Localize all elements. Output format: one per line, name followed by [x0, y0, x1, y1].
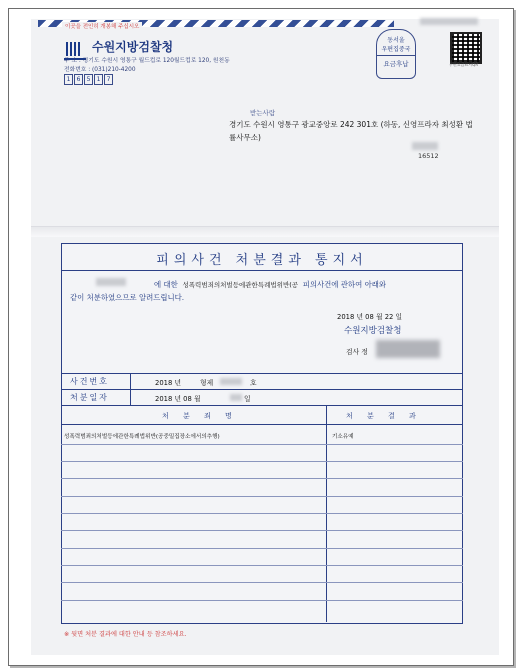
postage-mark [376, 29, 416, 79]
prosecutor-logo-icon [66, 42, 82, 56]
case-number-suffix: 호 [250, 379, 257, 387]
zip-digit: 7 [104, 74, 113, 85]
postmark-line3: 요금후납 [377, 55, 415, 68]
footer-note: ※ 뒷면 처분 결과에 대한 안내 등 참조하세요. [64, 631, 187, 638]
zip-digit: 6 [74, 74, 83, 85]
zip-digit: 5 [84, 74, 93, 85]
case-number-year: 2018 년 [155, 379, 182, 387]
table-top-line [61, 373, 463, 374]
case-number-type: 형제 [200, 379, 214, 387]
notice-line2: 같이 처분하였으므로 알려드립니다. [70, 293, 185, 302]
redacted-barcode [420, 18, 478, 25]
table-line [61, 424, 463, 425]
table-row-line [61, 600, 463, 601]
prosecutor-label: 검사 정 [346, 348, 368, 356]
redacted-day [230, 394, 242, 401]
postmark-line2: 우편집중국 [381, 46, 411, 53]
recipient-label: 받는사람 [250, 109, 276, 117]
line1-charge: 성폭력범죄의처벌등에관한특례법위반(공 [182, 281, 299, 289]
table-vline [130, 373, 131, 405]
table-line [61, 389, 463, 390]
table-row-line [61, 548, 463, 549]
title-divider [61, 270, 463, 271]
disposition-date-suffix: 일 [244, 395, 251, 403]
notice-line1 [154, 279, 386, 290]
table-row-line [61, 513, 463, 514]
paper-fold [31, 226, 499, 237]
table-row-line [61, 444, 463, 445]
redacted-case-number [220, 378, 242, 385]
sender-zip [64, 74, 113, 85]
qr-code-icon [450, 32, 482, 64]
notice-date: 2018 년 08 월 22 일 [337, 313, 403, 321]
table-row-line [61, 496, 463, 497]
recipient-address: 경기도 수원시 영통구 광교중앙로 242 301호 (하동, 신영프라자 최성환 법률사무소) [229, 120, 473, 142]
postmark-line1: 동서울 [387, 37, 405, 44]
sender-org: 수원지방검찰청 [92, 40, 174, 54]
disposition-result: 기소유예 [332, 434, 354, 440]
recipient-zip: 16512 [418, 152, 439, 160]
table-row-line [61, 478, 463, 479]
sender-phone: 전화번호 : (031)210-4200 [64, 67, 136, 73]
col-header-charge: 처 분 죄 명 [162, 412, 238, 420]
redacted-suspect-name [96, 278, 126, 286]
line1-suffix: 피의사건에 관하여 아래와 [302, 280, 386, 289]
disposition-date-value: 2018 년 08 월 [155, 395, 201, 403]
official-seal [376, 340, 440, 358]
zip-digit: 1 [64, 74, 73, 85]
zip-digit: 1 [94, 74, 103, 85]
form-title: 피의사건 처분결과 통지서 [156, 253, 368, 268]
table-line [61, 405, 463, 406]
disposition-date-label: 처분일자 [70, 393, 109, 402]
table-row-line [61, 530, 463, 531]
col-header-result: 처 분 결 과 [346, 412, 422, 420]
table-row-line [61, 461, 463, 462]
case-number-label: 사건번호 [70, 377, 109, 386]
table-row-line [61, 582, 463, 583]
redacted-recipient-name [412, 142, 438, 150]
disposition-charge: 성폭력범죄의처벌등에관한특례법위반(공중밀집장소에서의추행) [64, 434, 220, 440]
table-row-line [61, 565, 463, 566]
envelope-notice: 이곳을 전인히 개봉해 주십시오 [62, 22, 142, 30]
sender-address: 주 소 : 경기도 수원시 영통구 월드컵로 120월드컵로 120, 원천동 [64, 58, 230, 64]
qr-caption: 우편요금표시QR [449, 62, 479, 67]
issuing-office: 수원지방검찰청 [344, 326, 402, 336]
line1-prefix: 에 대한 [154, 280, 178, 289]
